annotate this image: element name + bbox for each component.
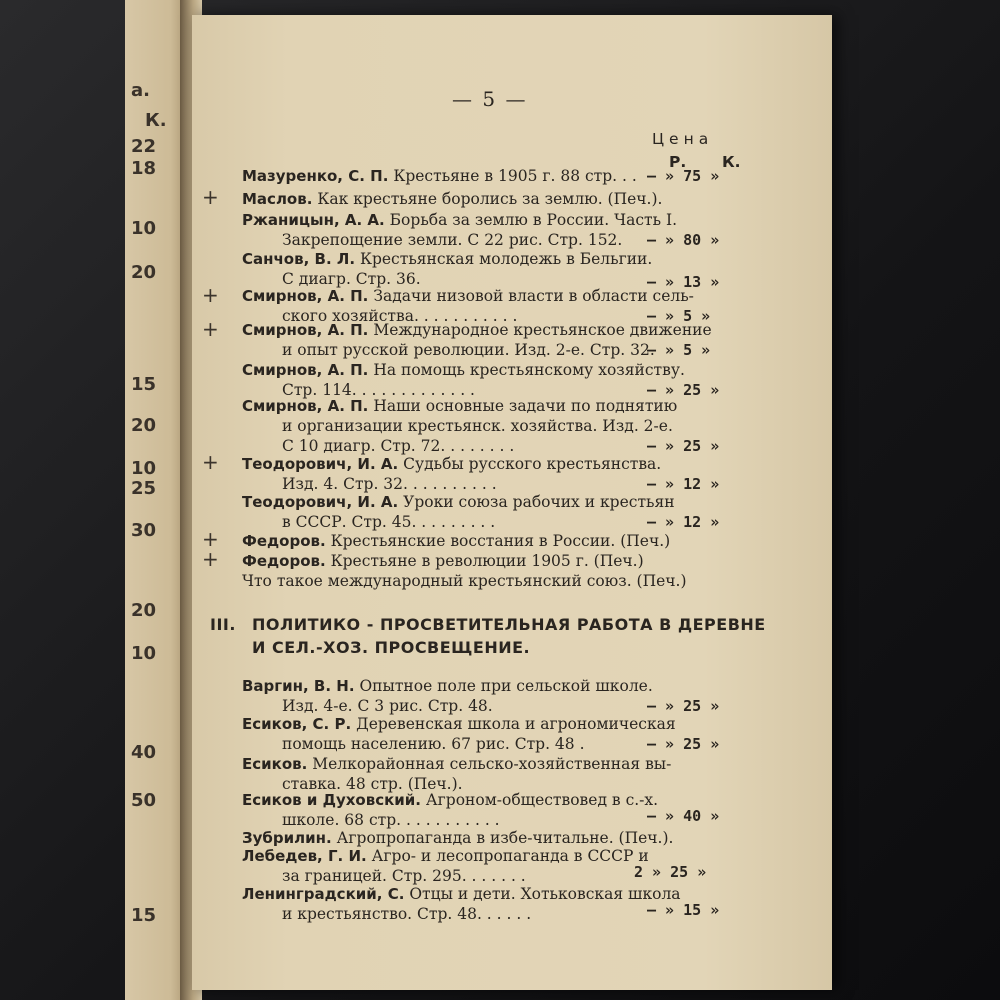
entry-title-cont: Стр. 114. . . . . . . . . . . . . — [282, 381, 475, 399]
entry-title-cont: в СССР. Стр. 45. . . . . . . . . — [282, 513, 496, 531]
entry-price: — » 40 » — [647, 807, 720, 825]
entry-title-cont: Изд. 4-е. С 3 рис. Стр. 48. — [282, 697, 493, 715]
entry-author: Лебедев, Г. И. — [242, 847, 367, 865]
left-fragment: 20 — [131, 262, 157, 283]
entry-title-cont: и крестьянство. Стр. 48. . . . . . — [282, 905, 532, 923]
entry-title-cont: ского хозяйства. . . . . . . . . . . — [282, 307, 518, 325]
entry-price: — » 25 » — [647, 697, 720, 715]
entry-author: Санчов, В. Л. — [242, 250, 356, 268]
plus-mark: + — [202, 185, 219, 209]
left-fragment: а. — [131, 80, 150, 101]
price-header-rub: Р. — [669, 153, 687, 171]
left-fragment: 20 — [131, 415, 157, 436]
entry-title: Борьба за землю в России. Часть I. — [389, 211, 678, 229]
entry-price: — » 25 » — [647, 437, 720, 455]
section-title-line1: ПОЛИТИКО - ПРОСВЕТИТЕЛЬНАЯ РАБОТА В ДЕРЕВНЕ — [252, 615, 766, 634]
entry-author: Федоров. — [242, 552, 326, 570]
entry-price: — » 75 » — [647, 167, 720, 185]
left-fragment: 50 — [131, 790, 157, 811]
left-fragment: 10 — [131, 643, 157, 664]
section-title-line2: И СЕЛ.-ХОЗ. ПРОСВЕЩЕНИЕ. — [252, 638, 531, 657]
plus-mark: + — [202, 450, 219, 474]
entry-title-cont: ставка. 48 стр. (Печ.). — [282, 775, 463, 793]
plus-mark: + — [202, 547, 219, 571]
entry-price: — » 25 » — [647, 735, 720, 753]
entry-title: Деревенская школа и агрономическая — [356, 715, 676, 733]
entry-title-cont: за границей. Стр. 295. . . . . . . — [282, 867, 526, 885]
left-fragment: 22 — [131, 136, 157, 157]
left-fragment: 15 — [131, 374, 157, 395]
entry-author: Смирнов, А. П. — [242, 361, 369, 379]
entry-author: Мазуренко, С. П. — [242, 167, 389, 185]
entry-title: Крестьяне в 1905 г. 88 стр. . . — [393, 167, 637, 185]
entry-price: — » 13 » — [647, 273, 720, 291]
entry-title: Задачи низовой власти в области сель- — [373, 287, 694, 305]
entry-title-cont: Закрепощение земли. С 22 рис. Стр. 152. — [282, 231, 623, 249]
entry-title-cont: и опыт русской революции. Изд. 2-е. Стр. 32. — [282, 341, 655, 359]
plus-mark: + — [202, 317, 219, 341]
entry-author: Есиков, С. Р. — [242, 715, 352, 733]
entry-author: Федоров. — [242, 532, 326, 550]
entry-price: — » 15 » — [647, 901, 720, 919]
entry-price: 2 » 25 » — [634, 863, 707, 881]
left-fragment: 10 — [131, 458, 157, 479]
left-fragment: К. — [145, 110, 167, 131]
entry-title: Агропропаганда в избе-читальне. (Печ.). — [336, 829, 674, 847]
entry-price: — » 80 » — [647, 231, 720, 249]
entry-author: Теодорович, И. А. — [242, 455, 399, 473]
entry-author: Варгин, В. Н. — [242, 677, 355, 695]
entry-title: Что такое международный крестьянский союз. (Печ.) — [242, 572, 687, 590]
left-fragment: 25 — [131, 478, 157, 499]
entry-title-cont: С 10 диагр. Стр. 72. . . . . . . . — [282, 437, 515, 455]
entry-price: — » 12 » — [647, 513, 720, 531]
entry-author: Ленинградский, С. — [242, 885, 405, 903]
entry-author: Ржаницын, А. А. — [242, 211, 385, 229]
entry-author: Маслов. — [242, 190, 313, 208]
left-fragment: 30 — [131, 520, 157, 541]
entry-author: Есиков и Духовский. — [242, 791, 421, 809]
page-number: — 5 — — [452, 87, 528, 111]
price-header-label: Цена — [652, 130, 714, 148]
price-header-kop: К. — [722, 153, 741, 171]
entry-title: Международное крестьянское движение — [373, 321, 712, 339]
entry-title: Крестьянские восстания в России. (Печ.) — [330, 532, 671, 550]
entry-title: Мелкорайонная сельско-хозяйственная вы- — [312, 755, 672, 773]
entry-author: Есиков. — [242, 755, 308, 773]
section-number: III. — [210, 615, 236, 634]
entry-title: Крестьянская молодежь в Бельгии. — [359, 250, 653, 268]
entry-title: Агро- и лесопропаганда в СССР и — [371, 847, 649, 865]
left-fragment: 18 — [131, 158, 157, 179]
book-page — [192, 15, 832, 990]
entry-title-cont: Изд. 4. Стр. 32. . . . . . . . . . — [282, 475, 497, 493]
entry-title: Наши основные задачи по поднятию — [373, 397, 678, 415]
entry-title: Судьбы русского крестьянства. — [403, 455, 662, 473]
entry-price: — » 5 » — [647, 307, 711, 325]
entry-title-cont: С диагр. Стр. 36. — [282, 270, 421, 288]
entry-author: Смирнов, А. П. — [242, 287, 369, 305]
entry-price: — » 12 » — [647, 475, 720, 493]
entry-title: Отцы и дети. Хотьковская школа — [409, 885, 681, 903]
left-fragment: 10 — [131, 218, 157, 239]
left-fragment: 40 — [131, 742, 157, 763]
plus-mark: + — [202, 527, 219, 551]
entry-author: Теодорович, И. А. — [242, 493, 399, 511]
entry-title: На помощь крестьянскому хозяйству. — [373, 361, 685, 379]
entry-title: Опытное поле при сельской школе. — [359, 677, 653, 695]
left-fragment: 15 — [131, 905, 157, 926]
entry-author: Зубрилин. — [242, 829, 332, 847]
entry-title-cont: и организации крестьянск. хозяйства. Изд. 2-е. — [282, 417, 673, 435]
entry-title-cont: школе. 68 стр. . . . . . . . . . . — [282, 811, 500, 829]
entry-author: Смирнов, А. П. — [242, 397, 369, 415]
entry-price: — » 25 » — [647, 381, 720, 399]
entry-title: Крестьяне в революции 1905 г. (Печ.) — [330, 552, 644, 570]
entry-price: — » 5 » — [647, 341, 711, 359]
entry-title: Уроки союза рабочих и крестьян — [403, 493, 675, 511]
entry-title: Агроном-обществовед в с.-х. — [425, 791, 659, 809]
entry-title-cont: помощь населению. 67 рис. Стр. 48 . — [282, 735, 585, 753]
entry-title: Как крестьяне боролись за землю. (Печ.). — [317, 190, 663, 208]
plus-mark: + — [202, 283, 219, 307]
entry-author: Смирнов, А. П. — [242, 321, 369, 339]
left-fragment: 20 — [131, 600, 157, 621]
